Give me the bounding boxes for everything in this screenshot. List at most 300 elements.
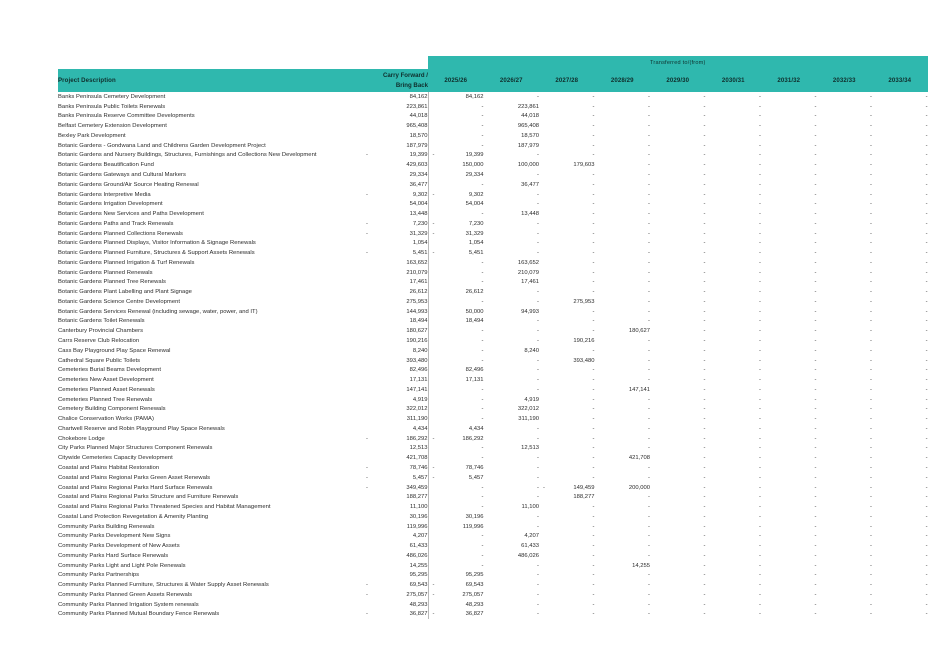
table-row[interactable]: [58, 278, 928, 288]
year-value-cell: - 186,292: [428, 434, 484, 444]
year-value-cell: -: [428, 336, 484, 346]
year-value-cell: -: [814, 308, 817, 315]
year-value-cell: -: [648, 513, 650, 520]
year-value-cell: -: [537, 513, 539, 520]
year-value-cell: -: [592, 93, 595, 100]
table-row[interactable]: [58, 219, 928, 229]
year-value-cell: -: [648, 464, 650, 471]
year-value-cell: -: [759, 474, 761, 481]
year-value-cell: -: [814, 347, 817, 354]
year-value-cell: -: [703, 279, 706, 286]
year-value-cell: -: [648, 289, 650, 296]
year-value-cell: -: [537, 455, 539, 462]
year-value-cell: -: [870, 181, 872, 188]
year-value-cell: -: [814, 386, 817, 393]
negative-sign: -: [432, 464, 435, 471]
year-value-cell: -: [814, 162, 817, 169]
column-header-description[interactable]: Project Description: [58, 69, 362, 92]
year-value-cell: -: [759, 504, 761, 511]
project-description-cell: Community Parks Planned Furniture, Structures & Water Supply Asset Renewals: [58, 582, 269, 589]
table-row[interactable]: [58, 268, 928, 278]
table-row[interactable]: [58, 590, 928, 600]
year-value-cell: -: [537, 562, 539, 569]
year-value-cell: -: [759, 425, 761, 432]
year-value-cell: -: [592, 474, 595, 481]
project-description-cell: Coastal and Plains Habitat Restoration: [58, 464, 160, 471]
table-row[interactable]: [58, 395, 928, 405]
year-value-cell: -: [870, 523, 872, 530]
table-row[interactable]: [58, 483, 928, 493]
table-row[interactable]: [58, 424, 928, 434]
project-description-cell: Chokebore Lodge: [58, 435, 105, 442]
year-value-cell: -: [814, 464, 817, 471]
year-value-cell: -: [870, 211, 872, 218]
year-value-cell: 17,131: [428, 375, 484, 385]
table-row[interactable]: [58, 307, 928, 317]
table-row[interactable]: [58, 160, 928, 170]
table-row[interactable]: [58, 551, 928, 561]
table-row[interactable]: [58, 531, 928, 541]
column-header-year-2025-26[interactable]: 2025/26: [428, 69, 484, 92]
year-value-cell: -: [648, 552, 650, 559]
year-value-cell: -: [648, 298, 650, 305]
carry-forward-cell: - 5,457: [362, 473, 428, 483]
year-value-cell: -: [814, 298, 817, 305]
group-header-spacer-cf: [362, 56, 428, 69]
table-row[interactable]: [58, 365, 928, 375]
year-value-cell: -: [592, 103, 595, 110]
project-description-cell: Coastal and Plains Regional Parks Structure and Furniture Renewals: [58, 494, 239, 501]
year-value-cell: -: [814, 250, 817, 257]
year-value-cell: 188,277: [573, 494, 595, 501]
year-value-cell: -: [648, 445, 650, 452]
year-value-cell: -: [814, 416, 817, 423]
transferred-group-header: Transferred to/(from): [428, 56, 928, 69]
year-value-cell: -: [925, 172, 928, 178]
year-value-cell: -: [925, 396, 928, 403]
table-row[interactable]: [58, 473, 928, 483]
year-value-cell: -: [703, 123, 706, 130]
year-value-cell: -: [703, 435, 706, 442]
table-row[interactable]: [58, 151, 928, 161]
year-value-cell: -: [925, 562, 928, 569]
year-value-cell: -: [428, 561, 484, 571]
year-value-cell: -: [648, 377, 650, 384]
carry-forward-cell: 36,477: [362, 180, 428, 190]
year-value-cell: -: [648, 279, 650, 286]
year-value-cell: -: [870, 377, 872, 384]
table-row[interactable]: [58, 112, 928, 122]
year-value-cell: -: [759, 572, 761, 579]
project-description-cell: Bexley Park Development: [58, 132, 126, 139]
year-value-cell: -: [537, 582, 539, 589]
year-value-cell: -: [759, 582, 761, 589]
table-row[interactable]: [58, 541, 928, 551]
year-value-cell: -: [759, 611, 761, 618]
year-value-cell: -: [703, 132, 706, 139]
year-value-cell: - 5,451: [428, 248, 484, 258]
year-value-cell: -: [537, 172, 539, 178]
table-row[interactable]: [58, 580, 928, 590]
year-value-cell: -: [648, 162, 650, 169]
year-value-cell: -: [925, 445, 928, 452]
table-row[interactable]: [58, 453, 928, 463]
year-value-cell: 147,141: [628, 386, 650, 393]
year-value-cell: -: [703, 230, 706, 237]
carry-forward-cell: 147,141: [362, 385, 428, 395]
table-row[interactable]: [58, 297, 928, 307]
year-value-cell: -: [428, 502, 484, 512]
year-value-cell: -: [870, 445, 872, 452]
carry-forward-cell: 44,018: [362, 112, 428, 122]
year-value-cell: -: [592, 367, 595, 374]
year-value-cell: -: [592, 377, 595, 384]
year-value-cell: 18,494: [428, 317, 484, 327]
project-description-cell: Citywide Cemeteries Capacity Development: [58, 455, 173, 462]
year-value-cell: 322,012: [517, 406, 539, 413]
table-row[interactable]: [58, 209, 928, 219]
year-value-cell: -: [703, 250, 706, 257]
table-row[interactable]: [58, 287, 928, 297]
year-value-cell: -: [537, 377, 539, 384]
carry-forward-label-line1: Carry Forward /: [382, 72, 428, 79]
carry-forward-cell: 163,652: [362, 258, 428, 268]
table-row[interactable]: [58, 141, 928, 151]
year-value-cell: -: [870, 416, 872, 423]
year-value-cell: -: [925, 338, 928, 345]
column-header-year-2031-32[interactable]: 2031/32: [761, 69, 817, 92]
year-value-cell: -: [592, 230, 595, 237]
year-value-cell: -: [648, 142, 650, 149]
year-value-cell: -: [870, 347, 872, 354]
column-header-year-2026-27[interactable]: 2026/27: [484, 69, 540, 92]
year-value-cell: -: [759, 406, 761, 413]
year-value-cell: -: [703, 386, 706, 393]
column-header-year-2028-29[interactable]: 2028/29: [595, 69, 651, 92]
year-value-cell: 54,004: [428, 199, 484, 209]
year-value-cell: -: [703, 113, 706, 120]
year-value-cell: -: [648, 201, 650, 208]
project-description-cell: Botanic Gardens and Nursery Buildings, Structures, Furnishings and Collections New Development: [58, 152, 317, 159]
year-value-cell: -: [870, 367, 872, 374]
year-value-cell: -: [925, 201, 928, 208]
project-description-cell: Botanic Gardens Planned Renewals: [58, 269, 153, 276]
year-value-cell: -: [870, 386, 872, 393]
year-value-cell: -: [648, 572, 650, 579]
year-value-cell: -: [537, 220, 539, 227]
table-row[interactable]: [58, 229, 928, 239]
table-row[interactable]: [58, 190, 928, 200]
year-value-cell: -: [592, 504, 595, 511]
project-description-cell: Botanic Gardens Ground/Air Source Heating Renewal: [58, 181, 199, 188]
year-value-cell: -: [759, 435, 761, 442]
table-row[interactable]: [58, 258, 928, 268]
year-value-cell: -: [814, 172, 817, 178]
year-value-cell: -: [592, 191, 595, 198]
year-value-cell: 18,570: [521, 132, 539, 139]
table-row[interactable]: [58, 131, 928, 141]
year-value-cell: -: [759, 191, 761, 198]
year-value-cell: -: [870, 113, 872, 120]
year-value-cell: 190,216: [573, 338, 595, 345]
table-row[interactable]: [58, 180, 928, 190]
project-description-cell: Botanic Gardens Toilet Renewals: [58, 318, 145, 325]
year-value-cell: -: [759, 152, 761, 159]
year-value-cell: -: [592, 416, 595, 423]
year-value-cell: -: [592, 152, 595, 159]
year-value-cell: 421,708: [628, 455, 650, 462]
year-value-cell: -: [648, 113, 650, 120]
year-value-cell: -: [592, 172, 595, 178]
year-value-cell: -: [537, 338, 539, 345]
year-value-cell: -: [870, 318, 872, 325]
year-value-cell: -: [428, 531, 484, 541]
year-value-cell: -: [592, 425, 595, 432]
table-row[interactable]: [58, 434, 928, 444]
year-value-cell: 50,000: [428, 307, 484, 317]
table-row[interactable]: [58, 199, 928, 209]
year-value-cell: -: [537, 357, 539, 364]
table-row[interactable]: [58, 170, 928, 180]
year-value-cell: 30,196: [428, 512, 484, 522]
year-value-cell: -: [537, 298, 539, 305]
year-value-cell: -: [428, 258, 484, 268]
carry-forward-cell: 12,513: [362, 444, 428, 454]
year-value-cell: -: [925, 269, 928, 276]
year-value-cell: -: [428, 268, 484, 278]
year-value-cell: -: [814, 504, 817, 511]
project-description-cell: Botanic Gardens Irrigation Development: [58, 201, 163, 208]
year-value-cell: -: [592, 582, 595, 589]
table-row[interactable]: [58, 444, 928, 454]
year-value-cell: -: [703, 484, 706, 491]
year-value-cell: -: [592, 464, 595, 471]
table-row[interactable]: [58, 463, 928, 473]
year-value-cell: -: [703, 513, 706, 520]
table-row[interactable]: [58, 92, 928, 102]
year-value-cell: -: [703, 406, 706, 413]
carry-forward-cell: 223,861: [362, 102, 428, 112]
year-value-cell: -: [925, 425, 928, 432]
year-value-cell: -: [648, 240, 650, 247]
year-value-cell: 82,496: [428, 365, 484, 375]
year-value-cell: -: [648, 582, 650, 589]
project-description-cell: Botanic Gardens Planned Collections Renewals: [58, 230, 183, 237]
year-value-cell: -: [648, 435, 650, 442]
year-value-cell: -: [870, 474, 872, 481]
carry-forward-cell: 187,979: [362, 141, 428, 151]
table-row[interactable]: [58, 512, 928, 522]
carry-forward-cell: 95,295: [362, 571, 428, 581]
column-header-year-2032-33[interactable]: 2032/33: [817, 69, 873, 92]
year-value-cell: -: [759, 357, 761, 364]
year-value-cell: -: [703, 162, 706, 169]
carry-forward-label-line2: Bring Back: [395, 81, 428, 89]
year-value-cell: -: [814, 494, 817, 501]
year-value-cell: -: [428, 102, 484, 112]
project-description-cell: Botanic Gardens Beautification Fund: [58, 162, 154, 169]
table-row[interactable]: [58, 248, 928, 258]
table-row[interactable]: [58, 385, 928, 395]
year-value-cell: -: [592, 406, 595, 413]
year-value-cell: -: [925, 591, 928, 598]
year-value-cell: -: [814, 484, 817, 491]
year-value-cell: -: [648, 191, 650, 198]
negative-sign: -: [432, 220, 435, 227]
year-value-cell: -: [925, 552, 928, 559]
year-value-cell: -: [592, 513, 595, 520]
negative-sign: -: [432, 591, 435, 598]
carry-forward-cell: 13,448: [362, 209, 428, 219]
table-row[interactable]: [58, 571, 928, 581]
year-value-cell: -: [537, 191, 539, 198]
year-value-cell: -: [592, 318, 595, 325]
year-value-cell: -: [428, 209, 484, 219]
year-value-cell: -: [428, 180, 484, 190]
year-value-cell: -: [814, 406, 817, 413]
table-row[interactable]: [58, 326, 928, 336]
year-value-cell: -: [592, 533, 595, 540]
column-header-year-2033-34[interactable]: 2033/34: [872, 69, 928, 92]
year-value-cell: -: [925, 513, 928, 520]
year-value-cell: -: [925, 347, 928, 354]
table-row[interactable]: [58, 502, 928, 512]
year-value-cell: -: [703, 220, 706, 227]
carry-forward-cell: 322,012: [362, 405, 428, 415]
carry-forward-cell: 17,461: [362, 278, 428, 288]
year-value-cell: -: [814, 513, 817, 520]
project-description-cell: City Parks Planned Major Structures Component Renewals: [58, 445, 213, 452]
year-value-cell: -: [428, 356, 484, 366]
year-value-cell: -: [925, 250, 928, 257]
carry-forward-cell: - 275,057: [362, 590, 428, 600]
year-value-cell: 163,652: [517, 259, 539, 266]
table-row[interactable]: [58, 346, 928, 356]
project-description-cell: Coastal Land Protection Revegetation & Amenity Planting: [58, 513, 209, 520]
carry-forward-cell: - 9,302: [362, 190, 428, 200]
group-header-row: [58, 56, 928, 69]
year-value-cell: -: [925, 211, 928, 218]
year-value-cell: -: [814, 123, 817, 130]
negative-sign: -: [366, 250, 368, 257]
year-value-cell: -: [703, 103, 706, 110]
year-value-cell: -: [703, 152, 706, 159]
year-value-cell: -: [703, 308, 706, 315]
year-value-cell: -: [925, 123, 928, 130]
year-value-cell: -: [925, 435, 928, 442]
year-value-cell: -: [428, 483, 484, 493]
carry-forward-cell: 486,026: [362, 551, 428, 561]
carry-forward-cell: - 5,451: [362, 248, 428, 258]
project-description-cell: Community Parks Development of New Assets: [58, 543, 180, 550]
year-value-cell: -: [870, 464, 872, 471]
year-value-cell: -: [759, 562, 761, 569]
year-value-cell: -: [759, 123, 761, 130]
project-description-cell: Botanic Gardens Interpretive Media: [58, 191, 151, 198]
year-value-cell: 180,627: [628, 328, 650, 335]
year-value-cell: -: [759, 386, 761, 393]
year-value-cell: -: [703, 367, 706, 374]
year-value-cell: -: [648, 211, 650, 218]
year-value-cell: -: [537, 474, 539, 481]
table-row[interactable]: [58, 317, 928, 327]
year-value-cell: -: [759, 142, 761, 149]
year-value-cell: 100,000: [517, 162, 539, 169]
year-value-cell: -: [428, 346, 484, 356]
column-header-year-2030-31[interactable]: 2030/31: [706, 69, 762, 92]
carry-forward-cell: - 31,329: [362, 229, 428, 239]
year-value-cell: -: [925, 191, 928, 198]
year-value-cell: -: [814, 562, 817, 569]
year-value-cell: - 69,543: [428, 580, 484, 590]
year-value-cell: -: [537, 425, 539, 432]
year-value-cell: -: [759, 289, 761, 296]
table-row[interactable]: [58, 561, 928, 571]
table-row[interactable]: [58, 414, 928, 424]
carry-forward-cell: 14,255: [362, 561, 428, 571]
year-value-cell: -: [759, 172, 761, 178]
year-value-cell: -: [703, 93, 706, 100]
table-row[interactable]: [58, 492, 928, 502]
column-header-carry-forward[interactable]: [362, 69, 428, 92]
year-value-cell: -: [592, 591, 595, 598]
negative-sign: -: [432, 474, 435, 481]
year-value-cell: -: [814, 572, 817, 579]
year-value-cell: -: [703, 591, 706, 598]
year-value-cell: -: [648, 504, 650, 511]
year-value-cell: -: [814, 435, 817, 442]
year-value-cell: -: [759, 543, 761, 550]
column-header-year-2029-30[interactable]: 2029/30: [650, 69, 706, 92]
year-value-cell: -: [648, 269, 650, 276]
year-value-cell: -: [759, 445, 761, 452]
year-value-cell: -: [870, 279, 872, 286]
table-row[interactable]: [58, 356, 928, 366]
year-value-cell: -: [703, 445, 706, 452]
year-value-cell: -: [814, 367, 817, 374]
year-value-cell: 393,480: [573, 357, 595, 364]
carry-forward-cell: 1,054: [362, 238, 428, 248]
year-value-cell: -: [870, 250, 872, 257]
year-value-cell: -: [925, 494, 928, 501]
table-row[interactable]: [58, 102, 928, 112]
table-row[interactable]: [58, 405, 928, 415]
table-row[interactable]: [58, 522, 928, 532]
year-value-cell: -: [648, 250, 650, 257]
capital-programme-table: [58, 56, 928, 619]
year-value-cell: -: [537, 318, 539, 325]
table-row[interactable]: [58, 336, 928, 346]
year-value-cell: 36,477: [521, 181, 539, 188]
table-row[interactable]: [58, 375, 928, 385]
negative-sign: -: [432, 230, 435, 237]
year-value-cell: -: [925, 533, 928, 540]
table-row[interactable]: [58, 610, 928, 620]
carry-forward-cell: 144,993: [362, 307, 428, 317]
year-value-cell: 119,996: [428, 522, 484, 532]
year-value-cell: -: [648, 357, 650, 364]
year-value-cell: -: [648, 425, 650, 432]
table-row[interactable]: [58, 121, 928, 131]
year-value-cell: -: [428, 551, 484, 561]
year-value-cell: -: [537, 230, 539, 237]
year-value-cell: -: [648, 523, 650, 530]
table-row[interactable]: [58, 238, 928, 248]
column-header-year-2027-28[interactable]: 2027/28: [539, 69, 595, 92]
year-value-cell: -: [592, 142, 595, 149]
table-row[interactable]: [58, 600, 928, 610]
year-value-cell: -: [870, 259, 872, 266]
